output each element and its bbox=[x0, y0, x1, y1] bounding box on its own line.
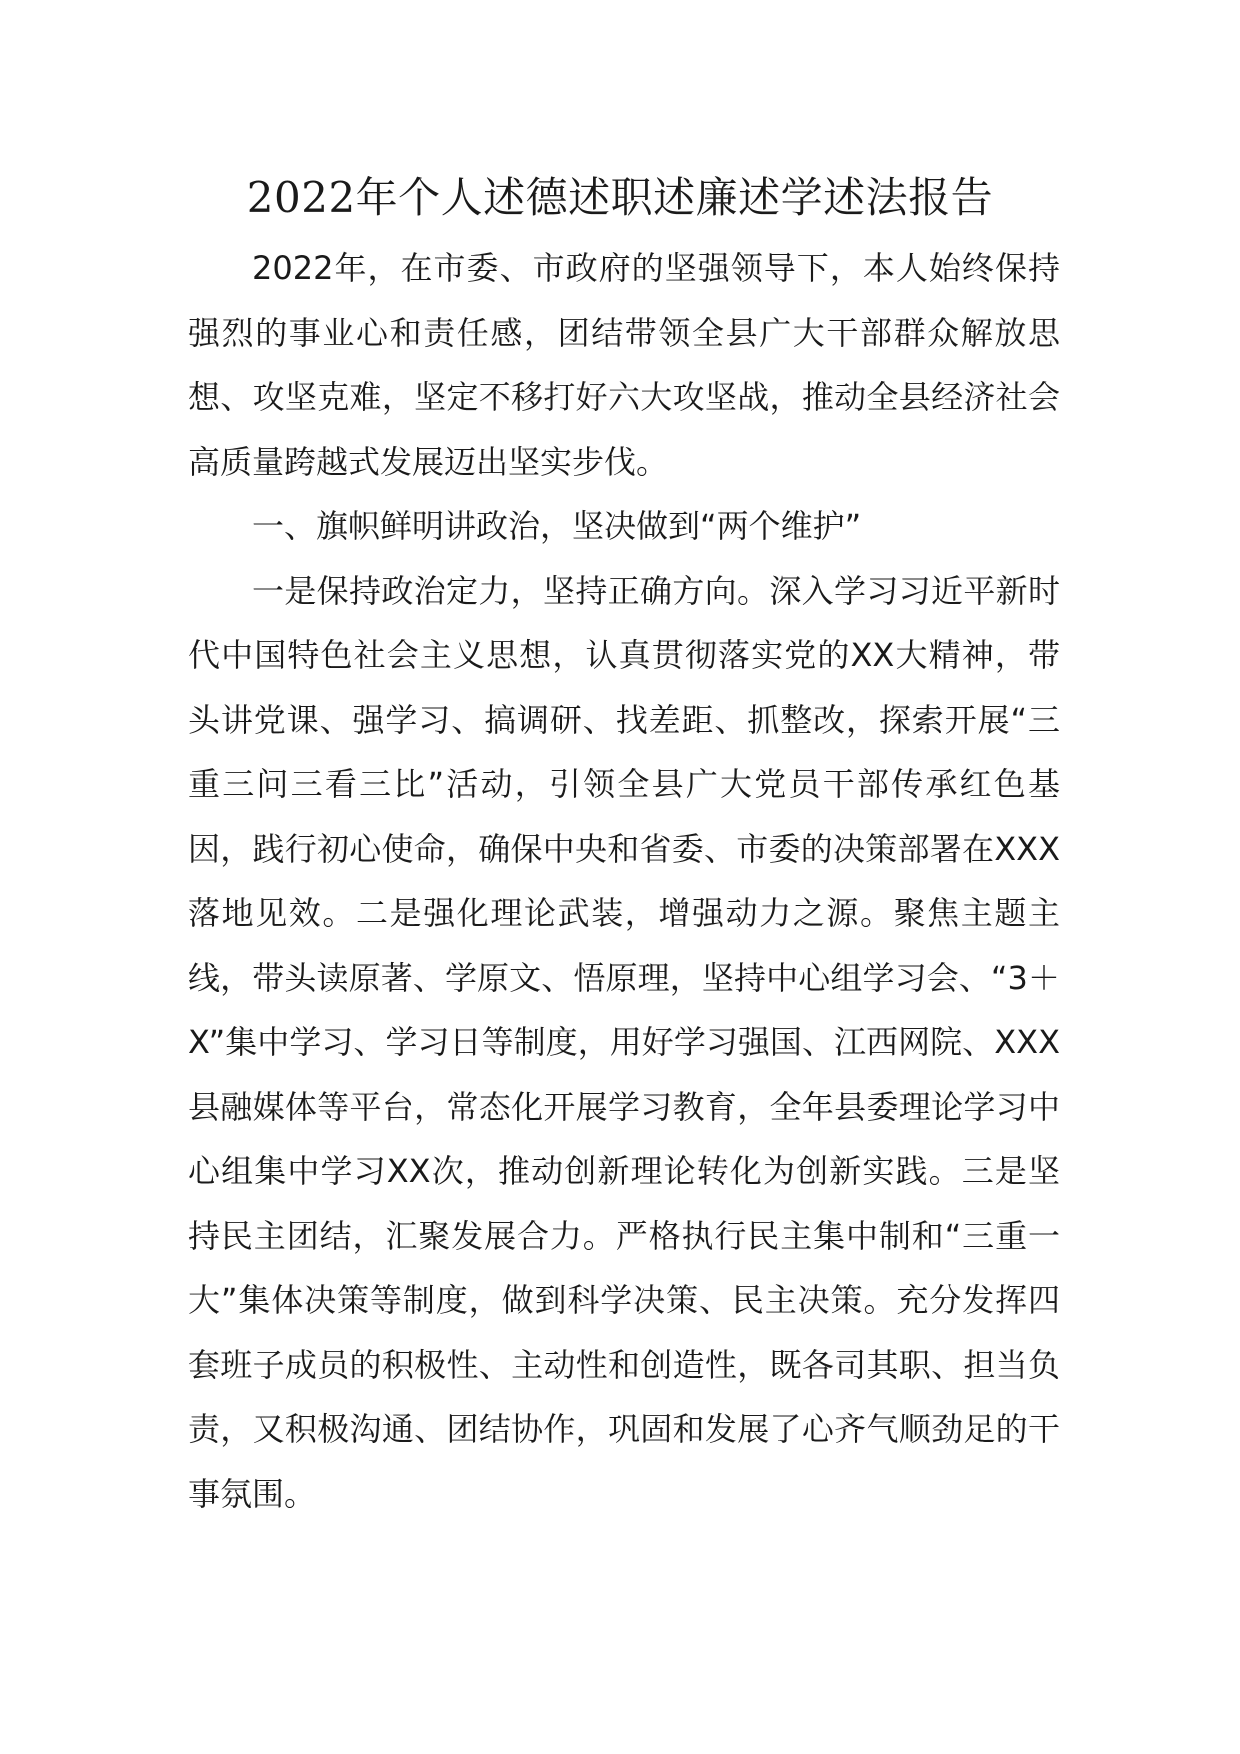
body-paragraph: 一是保持政治定力，坚持正确方向。深入学习习近平新时代中国特色社会主义思想，认真贯彻落实党的XX大精神，带头讲党课、强学习、搞调研、找差距、抓整改，探索开展“三重三问三看三比”活动，引领全县广大党员干部传承红色基因，践行初心使命，确保中央和省委、市委的决策部署在XXX落地见效。二是强化理论武装，增强动力之源。聚焦主题主线，带头读原著、学原文、悟原理，坚持中心组学习会、“3＋X”集中学习、学习日等制度，用好学习强国、江西网院、XXX县融媒体等平台，常态化开展学习教育，全年县委理论学习中心组集中学习XX次，推动创新理论转化为创新实践。三是坚持民主团结，汇聚发展合力。严格执行民主集中制和“三重一大”集体决策等制度，做到科学决策、民主决策。充分发挥四套班子成员的积极性、主动性和创造性，既各司其职、担当负责，又积极沟通、团结协作，巩固和发展了心齐气顺劲足的干事氛围。 bbox=[188, 571, 1060, 1513]
document-title: 2022年个人述德述职述廉述学述法报告 bbox=[246, 173, 994, 222]
document-body bbox=[188, 236, 1060, 1526]
section-heading: 一、旗帜鲜明讲政治，坚决做到“两个维护” bbox=[252, 507, 862, 545]
intro-paragraph: 2022年，在市委、市政府的坚强领导下，本人始终保持强烈的事业心和责任感，团结带领全县广大干部群众解放思想、攻坚克难，坚定不移打好六大攻坚战，推动全县经济社会高质量跨越式发展迈出坚实步伐。 bbox=[188, 249, 1060, 481]
